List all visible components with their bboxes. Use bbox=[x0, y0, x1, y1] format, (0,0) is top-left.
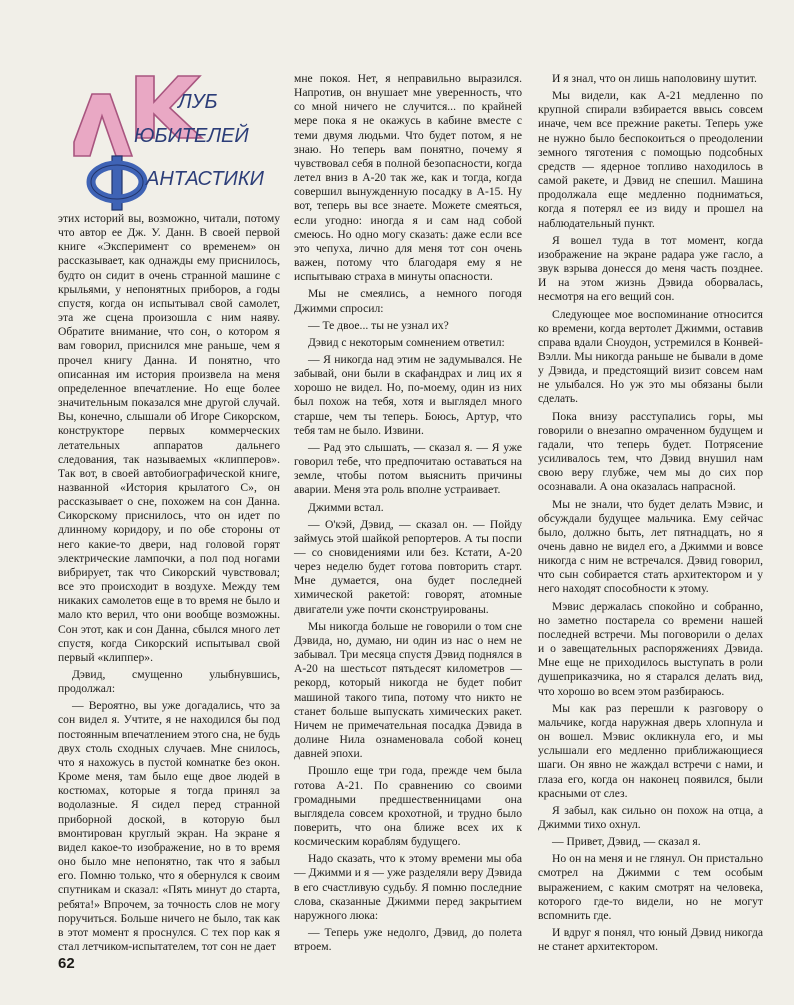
paragraph: — Рад это слышать, — сказал я. — Я уже говорил тебе, что предпочитаю оставаться на земле, чтобы потом выяснить причины аварии. Меня эта роль вполне устраивает. bbox=[294, 440, 522, 497]
paragraph: мне покоя. Нет, я неправильно выразился. Напротив, он внушает мне уверенность, что со мной ничего не случится... по крайней мере пока я не окажусь в кабине вместе с теми двумя людьми. Что будет потом, я не знаю. Но теперь вам понятно, почему я чувствовал себя в полной безопасности, когда летел вниз в А-20 так же, как и тогда, когда совершил вынужденную посадку в А-15. Ну вот, теперь вы все знаете. Можете смеяться, если угодно: иногда я и сам над собой смеюсь. Но одно могу сказать: даже если все это чепуха, лично для меня тот сон очень важен, потому что благодаря ему я не испытываю страха в минуты опасности. bbox=[294, 72, 522, 284]
text-column-3 bbox=[538, 72, 763, 957]
paragraph: Джимми встал. bbox=[308, 500, 384, 514]
paragraph: Мы не знали, что будет делать Мэвис, и обсуждали будущее мальчика. Ему сейчас было, должно быть, лет пятнадцать, но я очень давно не видел его, а Джимми и вовсе никогда с ним не встречался. Дэвид говорил, что сын собирается стать архитектором и у него находят способности к этому. bbox=[538, 497, 763, 596]
paragraph: — Теперь уже недолго, Дэвид, до полета втроем. bbox=[294, 926, 522, 954]
logo-letter-l-shape bbox=[74, 94, 132, 156]
paragraph: этих историй вы, возможно, читали, потому что автор ее Дж. У. Данн. В своей первой книге «Эксперимент со временем» он рассказывает, как однажды ему приснилось, будто он сидит в очень странной машине с крыльями, у непонятных приборов, а годы спустя, когда он испытывал свой самолет, эта же сцена произошла с ним наяву. Обратите внимание, что сон, о котором я вам говорил, приснился мне раньше, чем я прочел книгу Данна. И понятно, что описанная им история произвела на меня определенное впечатление. Но еще более значительным показался мне другой случай. Вы, конечно, слышали об Игоре Сикорском, конструкторе первых коммерческих летательных аппаратов дальнего следования, так называемых «клипперов». Так вот, в своей автобиографической книге, названной «История крылатого С», он рассказывает о сне, похожем на сон Данна. Сикорскому приснилось, что он идет по длинному коридору, и по обе стороны от него какие-то двери, над головой горят электрические лампочки, а пол под ногами вибрирует, так что Сикорский чувствовал; все это происходит в воздухе. Между тем никаких самолетов еще в то время не было и мало кто верил, что они вообще возможны. Сон этот, как и сон Данна, сбылся много лет спустя, когда Сикорский испытывал свой первый «клиппер». bbox=[58, 212, 280, 664]
paragraph: Мы никогда больше не говорили о том сне Дэвида, но, думаю, ни один из нас о нем не забывал. Три месяца спустя Дэвид поднялся в А-20 на шестьсот пятьдесят километров — рекорд, который никогда не будет побит машиной такого типа, потому что никто не станет больше выпускать химических ракет. Ничем не примечательная посадка Дэвида в долине Нила ознаменовала собой конец давней эпохи. bbox=[294, 619, 522, 761]
paragraph: — Я никогда над этим не задумывался. Не забывай, они были в скафандрах и лиц их я хорошо не видел. Но, по-моему, один из них был похож на тебя, хотя и выглядел много старше, чем ты теперь. Боюсь, Артур, что тебя там не было. Извини. bbox=[294, 352, 522, 437]
page-number: 62 bbox=[58, 955, 75, 972]
paragraph: Дэвид, смущенно улыбнувшись, продолжал: bbox=[58, 668, 280, 696]
paragraph: Прошло еще три года, прежде чем была готова А-21. По сравнению со своими громадными предшественницами она выглядела совсем крохотной, и трудно было поверить, что она ближе всех их к космическим кораблям будущего. bbox=[294, 764, 522, 849]
paragraph: Следующее мое воспоминание относится ко времени, когда вертолет Джимми, оставив справа вдали Сноудон, устремился в Конвей-Вэлли. Мы никогда раньше не бывали в доме у Дэвида, и предстоящий визит совсем нам не улыбался. Но уж это мы обязаны были сделать. bbox=[538, 307, 763, 406]
paragraph: — Те двое... ты не узнал их? bbox=[308, 318, 449, 332]
paragraph: Мы как раз перешли к разговору о мальчике, когда наружная дверь хлопнула и он вошел. Мэвис окликнула его, и мы услышали его медленно приближающиеся шаги. Он явно не жаждал встречи с нами, и глаза его, когда он наконец появился, были красными от слез. bbox=[538, 701, 763, 800]
paragraph: Мэвис держалась спокойно и собранно, но заметно постарела со времени нашей последней встречи. Мы поговорили о делах и о завещательных распоряжениях Дэвида. Мне еще не приходилось выступать в роли душеприказчика, но я старался делать вид, что хорошо во всем этом разбираюсь. bbox=[538, 599, 763, 698]
paragraph: — Привет, Дэвид, — сказал я. bbox=[552, 835, 701, 849]
paragraph: — Вероятно, вы уже догадались, что за сон видел я. Учтите, я не находился бы под постоянным впечатлением этого сна, не будь двух столь сходных случаев. Мне снилось, что я нахожусь в пустой комнатке без окон. Кроме меня, там было еще двое людей в костюмах, которые я тогда принял за водолазные. Я сидел перед странной приборной доской, в которую был вмонтирован круглый экран. На экране я видел какое-то изображение, но в то время оно было мне непонятно, так что я забыл его. Помню только, что я обернулся к своим спутникам и сказал: «Пять минут до старта, ребята!» Впрочем, за точность слов не могу поручиться. Больше ничего не было, так как в этот момент я проснулся. С тех пор как я стал летчиком-испытателем, тот сон не дает bbox=[58, 699, 280, 953]
paragraph: И я знал, что он лишь наполовину шутит. bbox=[552, 72, 757, 85]
paragraph: И вдруг я понял, что юный Дэвид никогда не станет архитектором. bbox=[538, 926, 763, 954]
paragraph: — О'кэй, Дэвид, — сказал он. — Пойду займусь этой шайкой репортеров. А ты поспи — со сновидениями или без. Кстати, А-20 через неделю будет готова повторить старт. Мне думается, она будет последней химической ракетой: говорят, атомные двигатели уже почти сконструированы. bbox=[294, 517, 522, 616]
paragraph: Мы видели, как А-21 медленно по крупной спирали взбирается ввысь совсем иначе, чем все прежние ракеты. Теперь уже не нужно было беспокоиться о преодолении земного тяготения с помощью подсобных средств — ядерное топливо находилось в самой ракете, и Дэвид не спешил. Машина продолжала еще медленно подниматься, когда я потерял ее из виду и прошел на наблюдательный пункт. bbox=[538, 89, 763, 230]
club-logo bbox=[70, 72, 285, 212]
logo-line-2: ЮБИТЕЛЕЙ bbox=[134, 125, 249, 147]
logo-letter-f-shape bbox=[91, 156, 143, 210]
paragraph: Я вошел туда в тот момент, когда изображение на экране радара уже гасло, а звук взрыва донесся до меня часть позднее. И на этом жизнь Дэвида оборвалась, несмотря на его вещий сон. bbox=[538, 233, 763, 304]
text-column-2 bbox=[294, 72, 522, 957]
paragraph: Дэвид с некоторым сомнением ответил: bbox=[308, 335, 505, 349]
paragraph: Но он на меня и не глянул. Он пристально смотрел на Джимми с тем особым выражением, с каким смотрят на человека, которого где-то видели, но не могут вспомнить где. bbox=[538, 852, 763, 922]
paragraph: Мы не смеялись, а немного погодя Джимми спросил: bbox=[294, 287, 522, 315]
paragraph: Я забыл, как сильно он похож на отца, а Джимми тихо охнул. bbox=[538, 803, 763, 831]
paragraph: Пока внизу расступались горы, мы говорили о внезапно омраченном будущем и гадали, что теперь будет. Потрясение усиливалось тем, что Дэвид внушил нам свою веру глубже, чем мы до сих пор осознавали. А она оказалась напрасной. bbox=[538, 409, 763, 494]
paragraph: Надо сказать, что к этому времени мы оба — Джимми и я — уже разделяли веру Дэвида в его счастливую судьбу. Я помню последние слова, сказанные Джимми перед закрытием наружного люка: bbox=[294, 852, 522, 922]
logo-line-3: АНТАСТИКИ bbox=[146, 168, 264, 190]
logo-line-1: ЛУБ bbox=[178, 91, 218, 113]
text-column-1 bbox=[58, 212, 280, 957]
